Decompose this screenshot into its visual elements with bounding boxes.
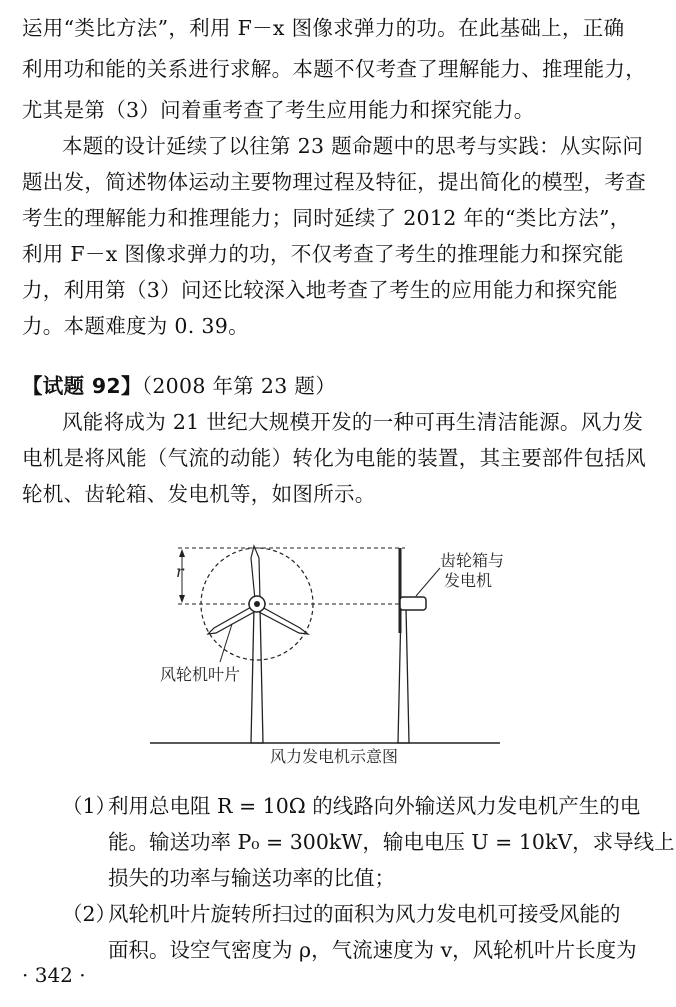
blade-right xyxy=(259,607,308,634)
intro-line-1: 运用“类比方法”，利用 F－x 图像求弹力的功。在此基础上，正确 xyxy=(22,16,625,40)
gearbox-pointer xyxy=(416,568,440,596)
blade-up xyxy=(251,546,260,600)
label-gearbox-line2: 发电机 xyxy=(444,571,493,590)
r-arrow-bottom xyxy=(179,595,185,603)
hub-center xyxy=(254,601,260,607)
paragraph2-line-1: 本题的设计延续了以往第 23 题命题中的思考与实践：从实际问 xyxy=(62,134,644,158)
paragraph2-line-5: 力，利用第（3）问还比较深入地考查了考生的应用能力和探究能 xyxy=(22,278,618,302)
question-2-line-2: 面积。设空气密度为 ρ，气流速度为 v，风轮机叶片长度为 xyxy=(108,938,637,962)
nacelle xyxy=(400,597,426,610)
paragraph2-line-3: 考生的理解能力和推理能力；同时延续了 2012 年的“类比方法”， xyxy=(22,206,631,230)
question-2-number: （2） xyxy=(62,902,117,926)
problem-line-2: 电机是将风能（气流的动能）转化为电能的装置，其主要部件包括风 xyxy=(22,446,646,470)
problem-heading xyxy=(22,370,654,403)
paragraph2-line-4: 利用 F－x 图像求弹力的功，不仅考查了考生的推理能力和探究能 xyxy=(22,242,624,266)
problem-label: 【试题 92】 xyxy=(22,374,142,398)
question-1-line-1: 利用总电阻 R = 10Ω 的线路向外输送风力发电机产生的电 xyxy=(108,794,641,818)
question-1-line-2: 能。输送功率 P₀ = 300kW，输电电压 U = 10kV，求导线上 xyxy=(108,830,675,854)
tower-left xyxy=(251,606,263,743)
intro-line-2: 利用功和能的关系进行求解。本题不仅考查了理解能力、推理能力， xyxy=(22,57,646,81)
page-number: · 342 · xyxy=(22,963,86,987)
paragraph2-line-2: 题出发，简述物体运动主要物理过程及特征，提出简化的模型，考查 xyxy=(22,170,646,194)
question-2-line-1: 风轮机叶片旋转所扫过的面积为风力发电机可接受风能的 xyxy=(108,902,621,926)
problem-line-3: 轮机、齿轮箱、发电机等，如图所示。 xyxy=(22,482,376,506)
blade-left xyxy=(208,606,256,634)
intro-line-3: 尤其是第（3）问着重考查了考生应用能力和探究能力。 xyxy=(22,98,535,122)
problem-line-1: 风能将成为 21 世纪大规模开发的一种可再生清洁能源。风力发 xyxy=(62,410,644,434)
label-blades: 风轮机叶片 xyxy=(160,665,241,684)
problem-source: （2008 年第 23 题） xyxy=(141,374,337,398)
label-gearbox-line1: 齿轮箱与 xyxy=(440,551,505,570)
figure-caption: 风力发电机示意图 xyxy=(270,747,399,766)
label-r: r xyxy=(176,562,184,581)
paragraph2-line-6: 力。本题难度为 0. 39。 xyxy=(22,314,249,338)
question-1-number: （1） xyxy=(62,794,117,818)
wind-turbine-figure xyxy=(150,538,505,768)
question-1-line-3: 损失的功率与输送功率的比值； xyxy=(108,866,395,890)
r-arrow-top xyxy=(179,549,185,557)
